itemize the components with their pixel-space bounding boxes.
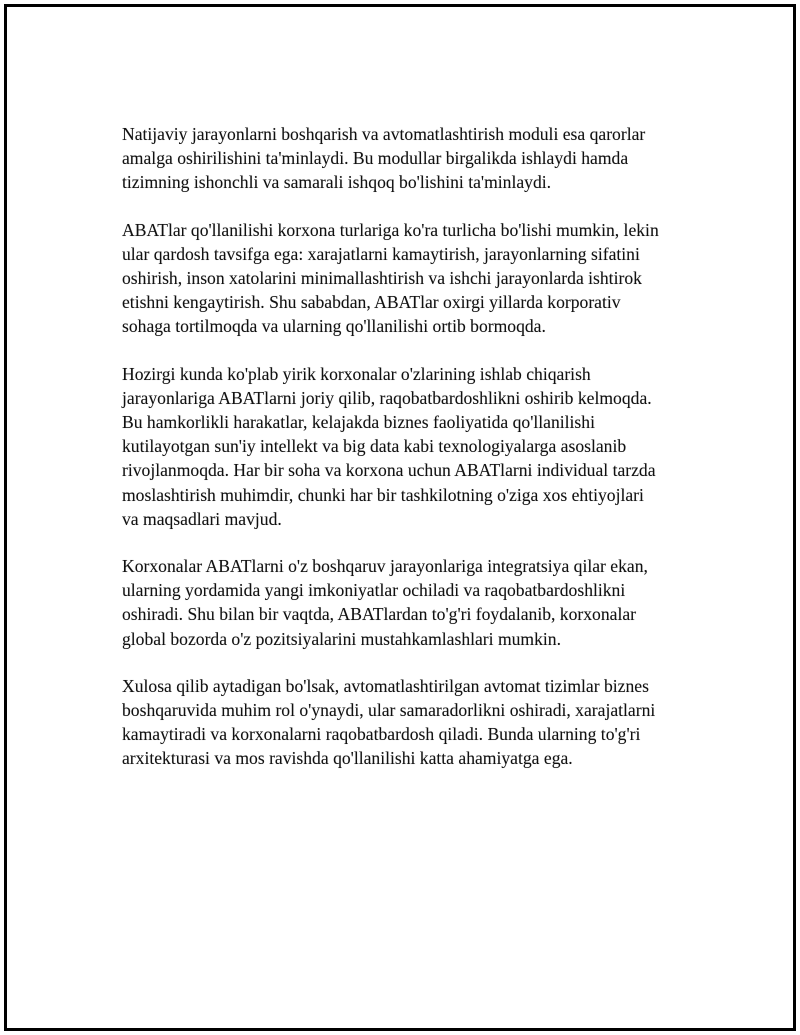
page-border [4, 4, 796, 1031]
paragraph-1: Natijaviy jarayonlarni boshqarish va avtomatlashtirish moduli esa qarorlar amalga oshirilishini ta'minlaydi. Bu modullar birgalikda ishlaydi hamda tizimning ishonchli va samarali ishqoq bo'lishini ta'minlaydi. [122, 124, 646, 193]
document-body [122, 122, 702, 794]
paragraph-3: Hozirgi kunda ko'plab yirik korxonalar o'zlarining ishlab chiqarish jarayonlariga ABATlarni joriy qilib, raqobatbardoshlikni oshirib kelmoqda. Bu hamkorlikli harakatlar, kelajakda biznes faoliyatida qo'llanilishi kutilayotgan sun'iy intellekt va big data kabi texnologiyalarga asoslanib rivojlanmoqda. Har bir soha va korxona uchun ABATlarni individual tarzda moslashtirish muhimdir, chunki har bir tashkilotning o'ziga xos ehtiyojlari va maqsadlari mavjud. [122, 363, 656, 529]
paragraph-4: Korxonalar ABATlarni o'z boshqaruv jarayonlariga integratsiya qilar ekan, ularning yordamida yangi imkoniyatlar ochiladi va raqobatbardoshlikni oshiradi. Shu bilan bir vaqtda, ABATlardan to'g'ri foydalanib, korxonalar global bozorda o'z pozitsiyalarini mustahkamlashlari mumkin. [122, 556, 648, 649]
paragraph-2: ABATlar qo'llanilishi korxona turlariga ko'ra turlicha bo'lishi mumkin, lekin ular qardosh tavsifga ega: xarajatlarni kamaytirish, jarayonlarning sifatini oshirish, inson xatolarini minimallashtirish va ishchi jarayonlarda ishtirok etishni kengaytirish. Shu sababdan, ABATlar oxirgi yillarda korporativ sohaga tortilmoqda va ularning qo'llanilishi ortib bormoqda. [122, 219, 659, 337]
paragraph-5: Xulosa qilib aytadigan bo'lsak, avtomatlashtirilgan avtomat tizimlar biznes boshqaruvida muhim rol o'ynaydi, ular samaradorlikni oshiradi, xarajatlarni kamaytiradi va korxonalarni raqobatbardosh qiladi. Bunda ularning to'g'ri arxitekturasi va mos ravishda qo'llanilishi katta ahamiyatga ega. [122, 675, 656, 769]
